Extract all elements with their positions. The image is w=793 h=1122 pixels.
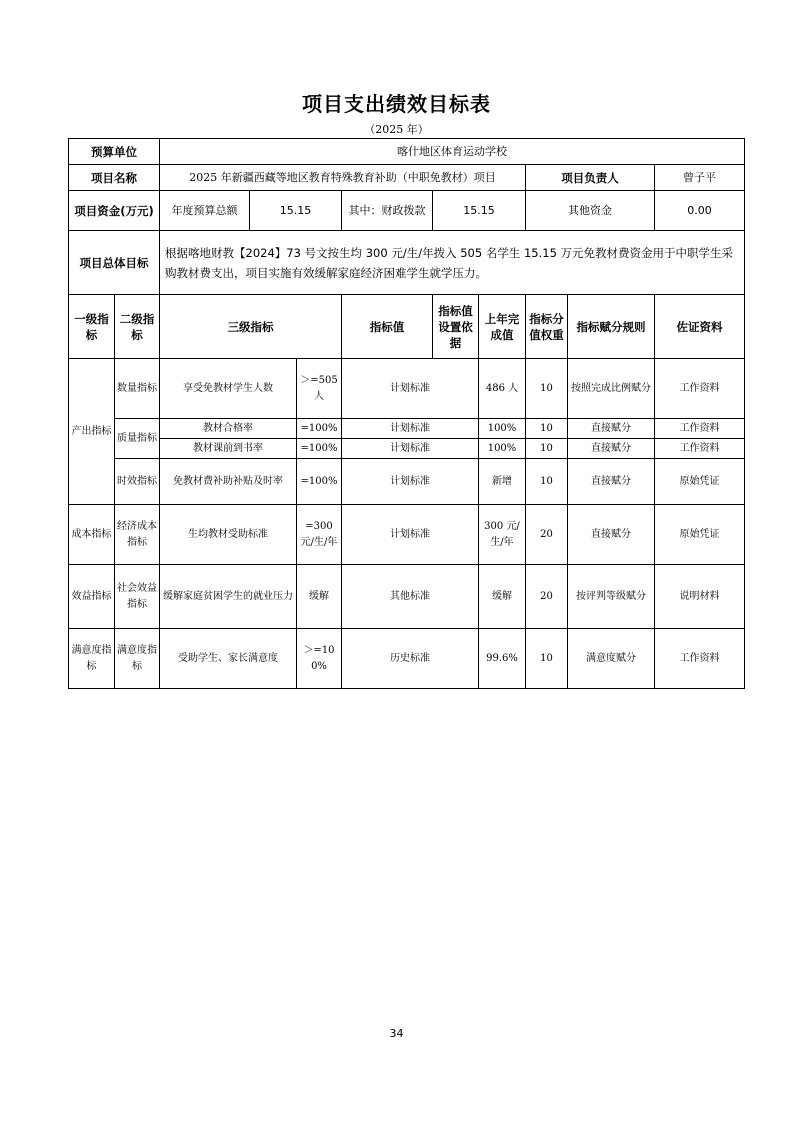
value-cell: =100% [297,459,342,505]
col-header-evidence: 佐证资料 [655,295,745,359]
page-number: 34 [389,1027,404,1040]
rule-cell: 按评判等级赋分 [568,565,655,629]
weight-cell: 20 [526,505,568,565]
table-row [69,459,745,505]
evidence-cell: 工作资料 [655,629,745,689]
level2-cell: 数量指标 [115,359,160,419]
project-leader-label: 项目负责人 [526,165,655,191]
level1-cell: 满意度指标 [69,629,115,689]
value-cell: 缓解 [297,565,342,629]
annual-budget-label: 年度预算总额 [160,191,250,231]
weight-cell: 10 [526,359,568,419]
basis-cell: 其他标准 [342,565,479,629]
value-cell: =300元/生/年 [297,505,342,565]
col-header-level1: 一级指标 [69,295,115,359]
overall-goal-label: 项目总体目标 [69,231,160,295]
level3-cell: 教材课前到书率 [160,439,297,459]
level3-cell: 受助学生、家长满意度 [160,629,297,689]
basis-cell: 计划标准 [342,439,479,459]
project-name-value: 2025 年新疆西藏等地区教育特殊教育补助（中职免教材）项目 [160,165,526,191]
level2-cell: 社会效益指标 [115,565,160,629]
weight-cell: 10 [526,459,568,505]
last-year-cell: 100% [479,419,526,439]
col-header-weight: 指标分值权重 [526,295,568,359]
level1-cell: 成本指标 [69,505,115,565]
overall-goal-text: 根据喀地财教【2024】73 号文按生均 300 元/生/年拨入 505 名学生 15.15 万元免教材费资金用于中职学生采购教材费支出，项目实施有效缓解家庭经济困难学生就学压力。 [160,231,745,295]
evidence-cell: 工作资料 [655,359,745,419]
table-row [69,359,745,419]
col-header-last-year: 上年完成值 [479,295,526,359]
project-funds-label: 项目资金(万元) [69,191,160,231]
evidence-cell: 原始凭证 [655,505,745,565]
weight-cell: 20 [526,565,568,629]
basis-cell: 计划标准 [342,459,479,505]
level3-cell: 缓解家庭贫困学生的就业压力 [160,565,297,629]
last-year-cell: 100% [479,439,526,459]
rule-cell: 直接赋分 [568,439,655,459]
col-header-level3: 三级指标 [160,295,342,359]
level1-cell: 产出指标 [69,359,115,505]
rule-cell: 按照完成比例赋分 [568,359,655,419]
budget-unit-label: 预算单位 [69,139,160,165]
fiscal-allocation-value: 15.15 [433,191,526,231]
rule-cell: 直接赋分 [568,459,655,505]
other-funds-label: 其他资金 [526,191,655,231]
page-title: 项目支出绩效目标表 [302,92,491,116]
col-header-basis: 指标值设置依据 [433,295,479,359]
basis-cell: 计划标准 [342,419,479,439]
value-cell: =100% [297,439,342,459]
value-cell: ＞=100% [297,629,342,689]
col-header-value: 指标值 [342,295,433,359]
table-row [69,629,745,689]
level2-cell: 时效指标 [115,459,160,505]
level1-cell: 效益指标 [69,565,115,629]
table-row [69,419,745,439]
col-header-rule: 指标赋分规则 [568,295,655,359]
last-year-cell: 486 人 [479,359,526,419]
project-leader-value: 曾子平 [655,165,745,191]
evidence-cell: 工作资料 [655,439,745,459]
basis-cell: 计划标准 [342,359,479,419]
project-name-label: 项目名称 [69,165,160,191]
budget-unit-value: 喀什地区体育运动学校 [160,139,745,165]
table-row [69,565,745,629]
fiscal-allocation-label: 其中：财政拨款 [342,191,433,231]
annual-budget-value: 15.15 [250,191,342,231]
last-year-cell: 缓解 [479,565,526,629]
weight-cell: 10 [526,419,568,439]
value-cell: =100% [297,419,342,439]
performance-target-table [68,138,745,689]
level3-cell: 免教材费补助补贴及时率 [160,459,297,505]
last-year-cell: 99.6% [479,629,526,689]
rule-cell: 满意度赋分 [568,629,655,689]
project-name-row [69,165,745,191]
rule-cell: 直接赋分 [568,419,655,439]
level3-cell: 生均教材受助标准 [160,505,297,565]
budget-unit-row [69,139,745,165]
level2-cell: 经济成本指标 [115,505,160,565]
other-funds-value: 0.00 [655,191,745,231]
last-year-cell: 300 元/生/年 [479,505,526,565]
value-cell: ＞=505人 [297,359,342,419]
evidence-cell: 原始凭证 [655,459,745,505]
column-header-row [69,295,745,359]
weight-cell: 10 [526,629,568,689]
evidence-cell: 工作资料 [655,419,745,439]
level3-cell: 教材合格率 [160,419,297,439]
weight-cell: 10 [526,439,568,459]
project-funds-row [69,191,745,231]
level2-cell: 满意度指标 [115,629,160,689]
year-subtitle: （2025 年） [364,123,429,136]
level2-cell: 质量指标 [115,419,160,459]
evidence-cell: 说明材料 [655,565,745,629]
table-row [69,439,745,459]
basis-cell: 计划标准 [342,505,479,565]
level3-cell: 享受免教材学生人数 [160,359,297,419]
basis-cell: 历史标准 [342,629,479,689]
overall-goal-row [69,231,745,295]
rule-cell: 直接赋分 [568,505,655,565]
last-year-cell: 新增 [479,459,526,505]
table-row [69,505,745,565]
col-header-level2: 二级指标 [115,295,160,359]
